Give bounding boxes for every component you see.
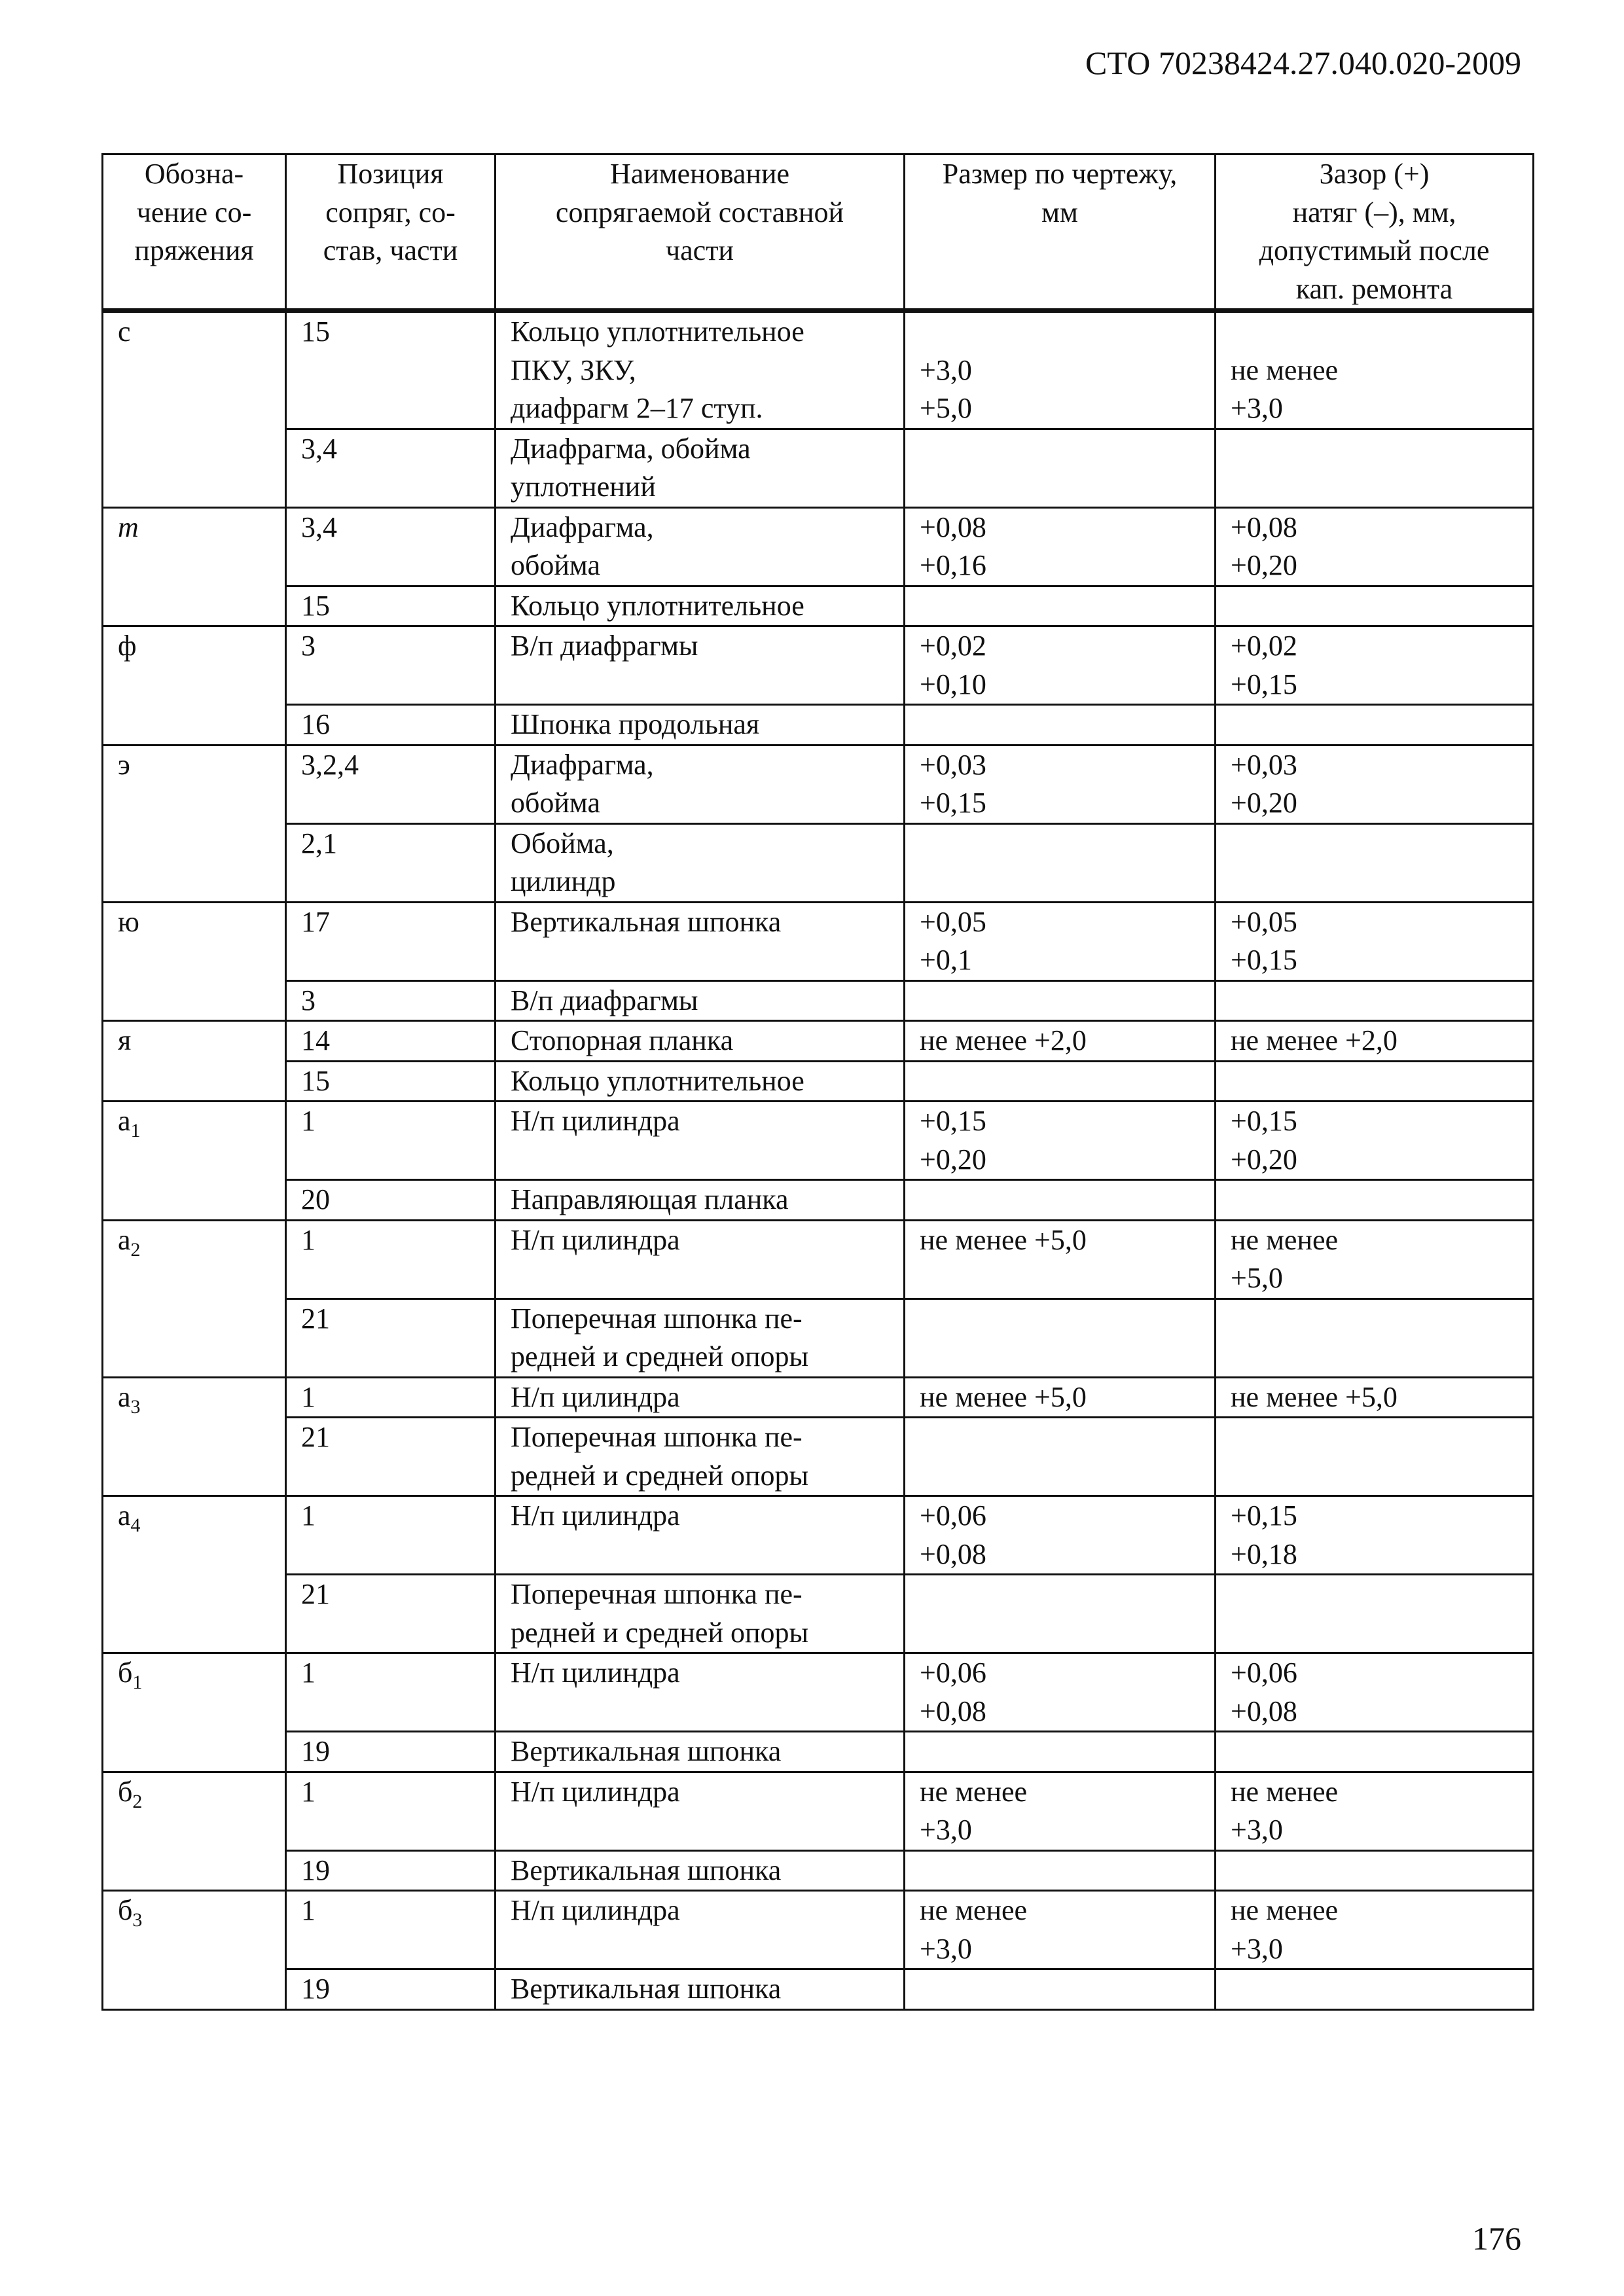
part-name-cell: Шпонка продольная bbox=[496, 705, 905, 745]
position-cell: 1 bbox=[286, 1220, 496, 1299]
document-code: СТО 70238424.27.040.020-2009 bbox=[1085, 45, 1521, 81]
part-name-cell: Диафрагма, обойма уплотнений bbox=[496, 429, 905, 507]
table-row bbox=[103, 1969, 1534, 2010]
drawing-size-cell: +0,05 +0,1 bbox=[905, 902, 1216, 980]
designation-letter: с bbox=[118, 315, 131, 348]
drawing-size-cell bbox=[905, 1061, 1216, 1102]
position-cell: 3 bbox=[286, 980, 496, 1021]
drawing-size-cell: не менее +5,0 bbox=[905, 1377, 1216, 1418]
drawing-size-cell bbox=[905, 1299, 1216, 1377]
drawing-size-cell bbox=[905, 705, 1216, 745]
designation-cell bbox=[103, 1772, 286, 1891]
table-row bbox=[103, 902, 1534, 980]
col-header-position: Позиция сопряг, со- став, части bbox=[286, 154, 496, 311]
position-cell: 1 bbox=[286, 1377, 496, 1418]
designation-subscript: 2 bbox=[132, 1790, 143, 1812]
drawing-size-cell: +0,02 +0,10 bbox=[905, 626, 1216, 705]
drawing-size-cell: +0,08 +0,16 bbox=[905, 507, 1216, 586]
position-cell: 15 bbox=[286, 311, 496, 429]
table-row bbox=[103, 1653, 1534, 1732]
designation-letter: ф bbox=[118, 630, 137, 662]
clearance-cell: не менее +2,0 bbox=[1216, 1021, 1534, 1062]
position-cell: 3,2,4 bbox=[286, 745, 496, 823]
designation-letter: б bbox=[118, 1657, 133, 1689]
designation-cell bbox=[103, 1377, 286, 1496]
designation-cell bbox=[103, 311, 286, 508]
position-cell: 1 bbox=[286, 1772, 496, 1850]
position-cell: 17 bbox=[286, 902, 496, 980]
table-body bbox=[103, 311, 1534, 2010]
clearance-cell bbox=[1216, 705, 1534, 745]
part-name-cell: Вертикальная шпонка bbox=[496, 902, 905, 980]
table-row bbox=[103, 823, 1534, 902]
position-cell: 20 bbox=[286, 1180, 496, 1221]
part-name-cell: Н/п цилиндра bbox=[496, 1220, 905, 1299]
table-row bbox=[103, 980, 1534, 1021]
drawing-size-cell bbox=[905, 1850, 1216, 1891]
clearance-cell bbox=[1216, 1732, 1534, 1772]
table-row bbox=[103, 311, 1534, 429]
position-cell: 1 bbox=[286, 1891, 496, 1969]
part-name-cell: Н/п цилиндра bbox=[496, 1377, 905, 1418]
part-name-cell: Поперечная шпонка пе- редней и средней опоры bbox=[496, 1418, 905, 1496]
clearance-cell bbox=[1216, 1061, 1534, 1102]
clearance-cell: не менее +3,0 bbox=[1216, 311, 1534, 429]
designation-subscript: 1 bbox=[130, 1120, 141, 1141]
drawing-size-cell bbox=[905, 1969, 1216, 2010]
part-name-cell: Диафрагма, обойма bbox=[496, 745, 905, 823]
drawing-size-cell bbox=[905, 980, 1216, 1021]
designation-letter: э bbox=[118, 748, 130, 781]
part-name-cell: Стопорная планка bbox=[496, 1021, 905, 1062]
designation-subscript: 3 bbox=[132, 1909, 143, 1931]
part-name-cell: Поперечная шпонка пе- редней и средней опоры bbox=[496, 1575, 905, 1653]
clearance-cell: +0,05 +0,15 bbox=[1216, 902, 1534, 980]
designation-cell bbox=[103, 1220, 286, 1377]
designation-cell bbox=[103, 745, 286, 902]
part-name-cell: В/п диафрагмы bbox=[496, 626, 905, 705]
designation-letter: б bbox=[118, 1894, 133, 1926]
designation-subscript: 2 bbox=[130, 1238, 141, 1261]
position-cell: 14 bbox=[286, 1021, 496, 1062]
clearance-cell: +0,02 +0,15 bbox=[1216, 626, 1534, 705]
table-row bbox=[103, 1220, 1534, 1299]
clearance-cell bbox=[1216, 980, 1534, 1021]
part-name-cell: Направляющая планка bbox=[496, 1180, 905, 1221]
table-row bbox=[103, 586, 1534, 626]
position-cell: 3 bbox=[286, 626, 496, 705]
designation-subscript: 3 bbox=[130, 1395, 141, 1418]
drawing-size-cell bbox=[905, 429, 1216, 507]
designation-letter: а bbox=[118, 1499, 131, 1532]
position-cell: 1 bbox=[286, 1496, 496, 1575]
drawing-size-cell bbox=[905, 1575, 1216, 1653]
designation-cell bbox=[103, 626, 286, 745]
drawing-size-cell bbox=[905, 1732, 1216, 1772]
clearance-cell: не менее +3,0 bbox=[1216, 1891, 1534, 1969]
position-cell: 19 bbox=[286, 1732, 496, 1772]
designation-letter: б bbox=[118, 1775, 133, 1808]
page-number: 176 bbox=[1472, 2220, 1521, 2257]
clearance-cell bbox=[1216, 1299, 1534, 1377]
designation-cell bbox=[103, 1653, 286, 1772]
table-row bbox=[103, 705, 1534, 745]
designation-letter: ю bbox=[118, 905, 139, 938]
drawing-size-cell: +0,06 +0,08 bbox=[905, 1653, 1216, 1732]
clearance-cell bbox=[1216, 1418, 1534, 1496]
clearance-cell bbox=[1216, 586, 1534, 626]
clearance-cell bbox=[1216, 1850, 1534, 1891]
clearance-cell: +0,08 +0,20 bbox=[1216, 507, 1534, 586]
position-cell: 19 bbox=[286, 1850, 496, 1891]
table-row bbox=[103, 1772, 1534, 1850]
clearance-cell: не менее +5,0 bbox=[1216, 1377, 1534, 1418]
position-cell: 16 bbox=[286, 705, 496, 745]
part-name-cell: Н/п цилиндра bbox=[496, 1891, 905, 1969]
table-row bbox=[103, 626, 1534, 705]
table-row bbox=[103, 1102, 1534, 1180]
designation-cell bbox=[103, 902, 286, 1021]
part-name-cell: Н/п цилиндра bbox=[496, 1102, 905, 1180]
clearance-cell: не менее +3,0 bbox=[1216, 1772, 1534, 1850]
drawing-size-cell: +0,06 +0,08 bbox=[905, 1496, 1216, 1575]
part-name-cell: Н/п цилиндра bbox=[496, 1496, 905, 1575]
clearance-cell: +0,15 +0,20 bbox=[1216, 1102, 1534, 1180]
col-header-clearance: Зазор (+) натяг (–), мм, допустимый после кап. ремонта bbox=[1216, 154, 1534, 311]
table-row bbox=[103, 1061, 1534, 1102]
drawing-size-cell bbox=[905, 586, 1216, 626]
position-cell: 21 bbox=[286, 1299, 496, 1377]
designation-letter: а bbox=[118, 1223, 131, 1256]
drawing-size-cell bbox=[905, 1180, 1216, 1221]
drawing-size-cell bbox=[905, 1418, 1216, 1496]
position-cell: 19 bbox=[286, 1969, 496, 2010]
designation-letter: т bbox=[118, 511, 139, 543]
designation-letter: я bbox=[118, 1024, 132, 1056]
designation-cell bbox=[103, 1021, 286, 1102]
designation-cell bbox=[103, 507, 286, 626]
position-cell: 1 bbox=[286, 1653, 496, 1732]
designation-subscript: 1 bbox=[132, 1672, 143, 1693]
clearance-cell: +0,03 +0,20 bbox=[1216, 745, 1534, 823]
drawing-size-cell: +0,03 +0,15 bbox=[905, 745, 1216, 823]
position-cell: 21 bbox=[286, 1575, 496, 1653]
clearance-cell: +0,15 +0,18 bbox=[1216, 1496, 1534, 1575]
table-row bbox=[103, 1850, 1534, 1891]
part-name-cell: Вертикальная шпонка bbox=[496, 1969, 905, 2010]
position-cell: 2,1 bbox=[286, 823, 496, 902]
position-cell: 3,4 bbox=[286, 429, 496, 507]
part-name-cell: Кольцо уплотнительное bbox=[496, 586, 905, 626]
position-cell: 21 bbox=[286, 1418, 496, 1496]
table-row bbox=[103, 1891, 1534, 1969]
part-name-cell: Н/п цилиндра bbox=[496, 1653, 905, 1732]
designation-subscript: 4 bbox=[130, 1515, 141, 1536]
table-row bbox=[103, 429, 1534, 507]
col-header-drawing-size: Размер по чертежу, мм bbox=[905, 154, 1216, 311]
drawing-size-cell: не менее +2,0 bbox=[905, 1021, 1216, 1062]
clearance-cell bbox=[1216, 823, 1534, 902]
table-row bbox=[103, 1575, 1534, 1653]
designation-cell bbox=[103, 1891, 286, 2010]
position-cell: 15 bbox=[286, 586, 496, 626]
table-row bbox=[103, 1732, 1534, 1772]
col-header-designation: Обозна- чение со- пряжения bbox=[103, 154, 286, 311]
designation-cell bbox=[103, 1496, 286, 1653]
drawing-size-cell: +3,0 +5,0 bbox=[905, 311, 1216, 429]
drawing-size-cell bbox=[905, 823, 1216, 902]
table-row bbox=[103, 1496, 1534, 1575]
table-row bbox=[103, 1377, 1534, 1418]
table-header-row bbox=[103, 154, 1534, 311]
drawing-size-cell: +0,15 +0,20 bbox=[905, 1102, 1216, 1180]
designation-letter: а bbox=[118, 1380, 131, 1413]
mating-clearances-table bbox=[101, 153, 1534, 2011]
table-row bbox=[103, 745, 1534, 823]
table-row bbox=[103, 507, 1534, 586]
col-header-part-name: Наименование сопрягаемой составной части bbox=[496, 154, 905, 311]
part-name-cell: Диафрагма, обойма bbox=[496, 507, 905, 586]
clearance-cell: не менее +5,0 bbox=[1216, 1220, 1534, 1299]
position-cell: 3,4 bbox=[286, 507, 496, 586]
table-row bbox=[103, 1418, 1534, 1496]
part-name-cell: Вертикальная шпонка bbox=[496, 1850, 905, 1891]
part-name-cell: Н/п цилиндра bbox=[496, 1772, 905, 1850]
designation-cell bbox=[103, 1102, 286, 1221]
position-cell: 1 bbox=[286, 1102, 496, 1180]
designation-letter: а bbox=[118, 1105, 131, 1137]
clearance-cell bbox=[1216, 1575, 1534, 1653]
position-cell: 15 bbox=[286, 1061, 496, 1102]
part-name-cell: Кольцо уплотнительное bbox=[496, 1061, 905, 1102]
table-row bbox=[103, 1021, 1534, 1062]
clearance-cell: +0,06 +0,08 bbox=[1216, 1653, 1534, 1732]
clearance-cell bbox=[1216, 1969, 1534, 2010]
drawing-size-cell: не менее +3,0 bbox=[905, 1891, 1216, 1969]
part-name-cell: Поперечная шпонка пе- редней и средней опоры bbox=[496, 1299, 905, 1377]
drawing-size-cell: не менее +3,0 bbox=[905, 1772, 1216, 1850]
table-row bbox=[103, 1180, 1534, 1221]
part-name-cell: Обойма, цилиндр bbox=[496, 823, 905, 902]
part-name-cell: В/п диафрагмы bbox=[496, 980, 905, 1021]
part-name-cell: Вертикальная шпонка bbox=[496, 1732, 905, 1772]
part-name-cell: Кольцо уплотнительное ПКУ, ЗКУ, диафрагм 2–17 ступ. bbox=[496, 311, 905, 429]
clearance-cell bbox=[1216, 429, 1534, 507]
clearance-cell bbox=[1216, 1180, 1534, 1221]
table-row bbox=[103, 1299, 1534, 1377]
drawing-size-cell: не менее +5,0 bbox=[905, 1220, 1216, 1299]
